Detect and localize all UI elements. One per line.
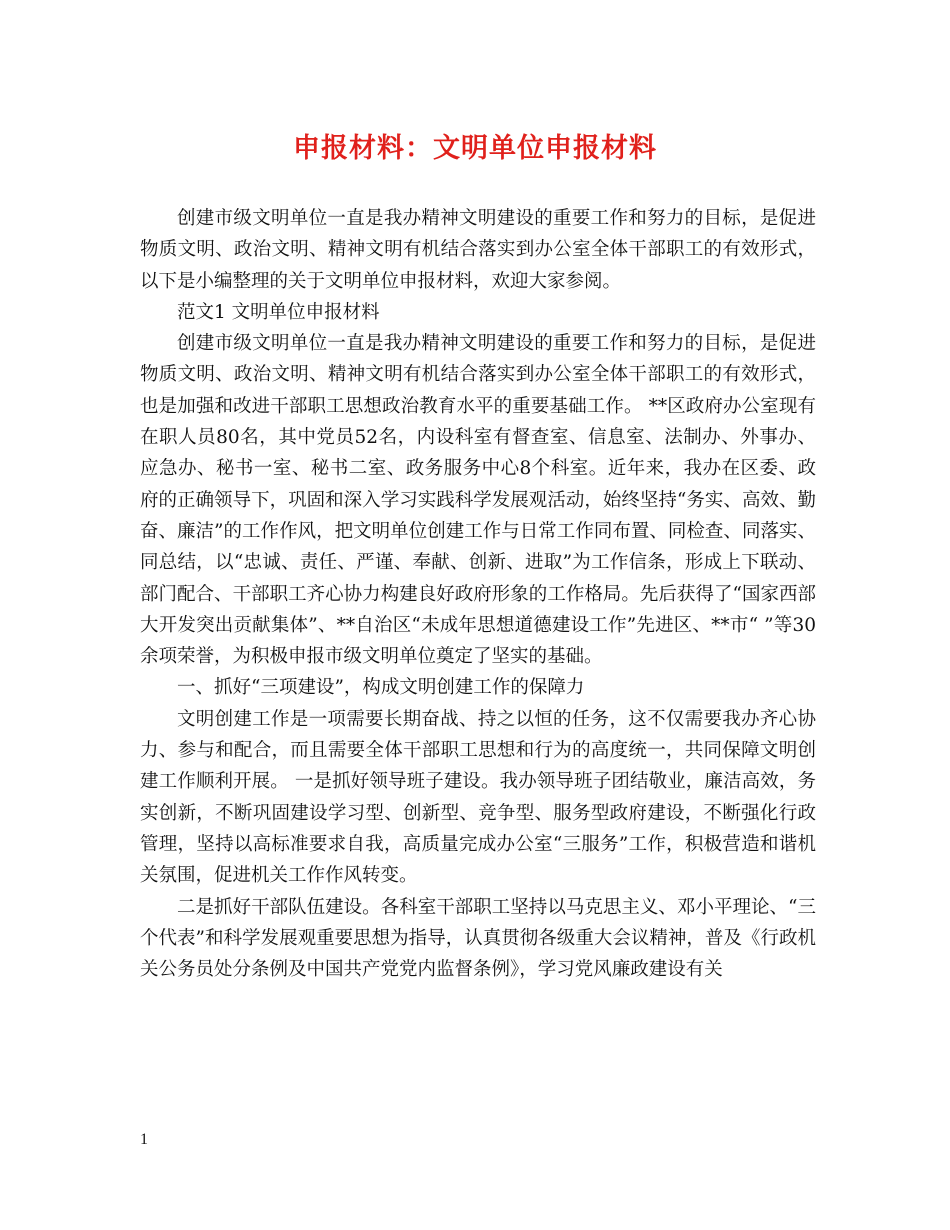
paragraph-sample-heading: 范文1 文明单位申报材料 [177,301,380,323]
paragraph-team: 二是抓好干部队伍建设。各科室干部职工坚持以马克思主义、邓小平理论、“三个代表”和科学发展观重要思想为指导，认真贯彻各级重大会议精神，普及《行政机关公务员处分条例及中国共产党党内监督条例》，学习党风廉政建设有关 [140,896,816,981]
paragraph-overview: 创建市级文明单位一直是我办精神文明建设的重要工作和努力的目标，是促进物质文明、政治文明、精神文明有机结合落实到办公室全体干部职工的有效形式，也是加强和改进干部职工思想政治教育水平的重要基础工作。 **区政府办公室现有在职人员80名，其中党员52名，内设科室有督查室、信息室、法制办、外事办、应急办、秘书一室、秘书二室、政务服务中心8个科室。近年来，我办在区委、政府的正确领导下，巩固和深入学习实践科学发展观活动，始终坚持“务实、高效、勤奋、廉洁”的工作作风，把文明单位创建工作与日常工作同布置、同检查、同落实、同总结，以“忠诚、责任、严谨、奉献、创新、进取”为工作信条，形成上下联动、部门配合、干部职工齐心协力构建良好政府形象的工作格局。先后获得了“国家西部大开发突出贡献集体”、**自治区“未成年思想道德建设工作”先进区、**市“ ”等30余项荣誉，为积极申报市级文明单位奠定了坚实的基础。 [140,333,816,668]
section-heading: 一、抓好“三项建设”，构成文明创建工作的保障力 [177,677,585,699]
document-title: 申报材料：文明单位申报材料 [293,133,657,164]
page-number: 1 [140,1131,148,1148]
document-body [140,203,816,985]
paragraph-intro: 创建市级文明单位一直是我办精神文明建设的重要工作和努力的目标，是促进物质文明、政治文明、精神文明有机结合落实到办公室全体干部职工的有效形式，以下是小编整理的关于文明单位申报材料，欢迎大家参阅。 [140,208,816,292]
paragraph-leadership: 文明创建工作是一项需要长期奋战、持之以恒的任务，这不仅需要我办齐心协力、参与和配合，而且需要全体干部职工思想和行为的高度统一，共同保障文明创建工作顺利开展。 一是抓好领导班子建设。我办领导班子团结敬业，廉洁高效，务实创新，不断巩固建设学习型、创新型、竞争型、服务型政府建设，不断强化行政管理，坚持以高标准要求自我，高质量完成办公室“三服务”工作，积极营造和谐机关氛围，促进机关工作作风转变。 [140,708,816,887]
